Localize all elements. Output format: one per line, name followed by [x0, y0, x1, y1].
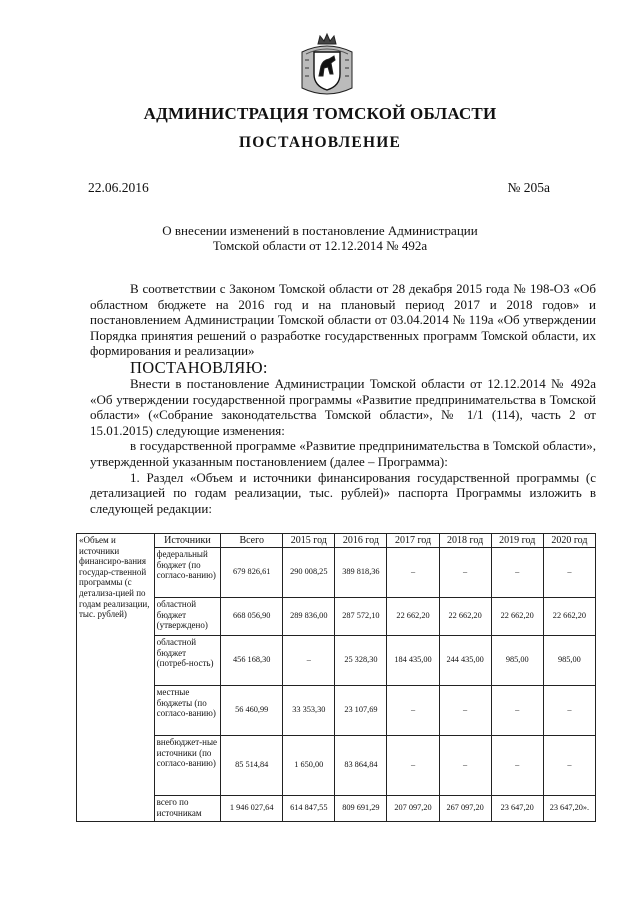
total-cell: 1 946 027,64: [221, 796, 283, 822]
title-line-1: О внесении изменений в постановление Администрации: [162, 223, 478, 238]
table-header-row: [77, 534, 596, 548]
header-source: Источники: [154, 534, 221, 548]
header-2018: 2018 год: [439, 534, 491, 548]
table-row: [77, 598, 596, 636]
document-body: [90, 281, 596, 516]
source-cell: областной бюджет (потреб-ность): [154, 636, 221, 686]
value-2017-cell: –: [387, 548, 439, 598]
value-2019-cell: 23 647,20: [491, 796, 543, 822]
value-2020-cell: 985,00: [543, 636, 595, 686]
total-cell: 679 826,61: [221, 548, 283, 598]
value-2017-cell: 207 097,20: [387, 796, 439, 822]
total-cell: 668 056,90: [221, 598, 283, 636]
coat-of-arms-emblem: [296, 30, 358, 100]
value-2020-cell: –: [543, 686, 595, 736]
value-2017-cell: –: [387, 736, 439, 796]
value-2020-cell: 23 647,20».: [543, 796, 595, 822]
total-cell: 56 460,99: [221, 686, 283, 736]
value-2020-cell: –: [543, 736, 595, 796]
value-2018-cell: –: [439, 548, 491, 598]
total-cell: 456 168,30: [221, 636, 283, 686]
financing-table: [76, 533, 596, 822]
table-row: [77, 796, 596, 822]
document-title: [0, 223, 640, 253]
value-2020-cell: –: [543, 548, 595, 598]
total-cell: 85 514,84: [221, 736, 283, 796]
amendment-paragraph: Внести в постановление Администрации Томской области от 12.12.2014 № 492а «Об утверждении государственной программы «Развитие предпринимательства в Томской области» («Собрание законодательства Томской области», № 1/1 (114), часть 2 от 15.01.2015) следующие изменения:: [90, 375, 596, 438]
header-2015: 2015 год: [283, 534, 335, 548]
value-2016-cell: 25 328,30: [335, 636, 387, 686]
value-2015-cell: 33 353,30: [283, 686, 335, 736]
value-2016-cell: 287 572,10: [335, 598, 387, 636]
value-2016-cell: 389 818,36: [335, 548, 387, 598]
header-2019: 2019 год: [491, 534, 543, 548]
title-line-2: Томской области от 12.12.2014 № 492а: [212, 238, 428, 253]
value-2017-cell: –: [387, 686, 439, 736]
value-2017-cell: 184 435,00: [387, 636, 439, 686]
source-cell: внебюджет-ные источники (по согласо-ванию): [154, 736, 221, 796]
document-date: 22.06.2016: [88, 180, 149, 195]
value-2018-cell: 22 662,20: [439, 598, 491, 636]
value-2016-cell: 809 691,29: [335, 796, 387, 822]
document-type: ПОСТАНОВЛЕНИЕ: [238, 134, 402, 151]
value-2018-cell: 244 435,00: [439, 636, 491, 686]
section-paragraph: 1. Раздел «Объем и источники финансирования государственной программы (с детализацией по годам реализации, тыс. рублей)» паспорта Программы изложить в следующей редакции:: [90, 469, 596, 516]
value-2019-cell: 22 662,20: [491, 598, 543, 636]
source-cell: всего по источникам: [154, 796, 221, 822]
header-2016: 2016 год: [335, 534, 387, 548]
preamble-paragraph: В соответствии с Законом Томской области от 28 декабря 2015 года № 198-ОЗ «Об областном бюджете на 2016 год и на плановый период 2017 и 2018 годов» и постановлением Администрации Томской области от 03.04.2014 № 119а «Об утверждении Порядка принятия решений о разработке государственных программ Томской области, их формирования и реализации»: [90, 281, 596, 359]
value-2016-cell: 83 864,84: [335, 736, 387, 796]
value-2019-cell: –: [491, 686, 543, 736]
value-2015-cell: 614 847,55: [283, 796, 335, 822]
header-2017: 2017 год: [387, 534, 439, 548]
value-2019-cell: –: [491, 736, 543, 796]
value-2018-cell: –: [439, 736, 491, 796]
value-2015-cell: –: [283, 636, 335, 686]
source-cell: федеральный бюджет (по согласо-ванию): [154, 548, 221, 598]
table-row: [77, 736, 596, 796]
program-paragraph: в государственной программе «Развитие предпринимательства в Томской области», утвержденной указанным постановлением (далее – Программа):: [90, 438, 596, 469]
document-number: № 205а: [507, 180, 550, 195]
value-2015-cell: 1 650,00: [283, 736, 335, 796]
value-2019-cell: –: [491, 548, 543, 598]
financing-label-cell: «Объем и источники финансиро-вания государ-ственной программы (с детализа-цией по годам реализации, тыс. рублей): [77, 534, 155, 822]
header-2020: 2020 год: [543, 534, 595, 548]
value-2015-cell: 290 008,25: [283, 548, 335, 598]
source-cell: областной бюджет (утверждено): [154, 598, 221, 636]
value-2018-cell: –: [439, 686, 491, 736]
table-row: [77, 686, 596, 736]
header-total: Всего: [221, 534, 283, 548]
value-2019-cell: 985,00: [491, 636, 543, 686]
organization-name: АДМИНИСТРАЦИЯ ТОМСКОЙ ОБЛАСТИ: [143, 104, 497, 123]
source-cell: местные бюджеты (по согласо-ванию): [154, 686, 221, 736]
table-row: [77, 548, 596, 598]
value-2018-cell: 267 097,20: [439, 796, 491, 822]
value-2015-cell: 289 836,00: [283, 598, 335, 636]
value-2017-cell: 22 662,20: [387, 598, 439, 636]
decree-word: ПОСТАНОВЛЯЮ:: [130, 357, 268, 377]
table-row: [77, 636, 596, 686]
value-2016-cell: 23 107,69: [335, 686, 387, 736]
value-2020-cell: 22 662,20: [543, 598, 595, 636]
